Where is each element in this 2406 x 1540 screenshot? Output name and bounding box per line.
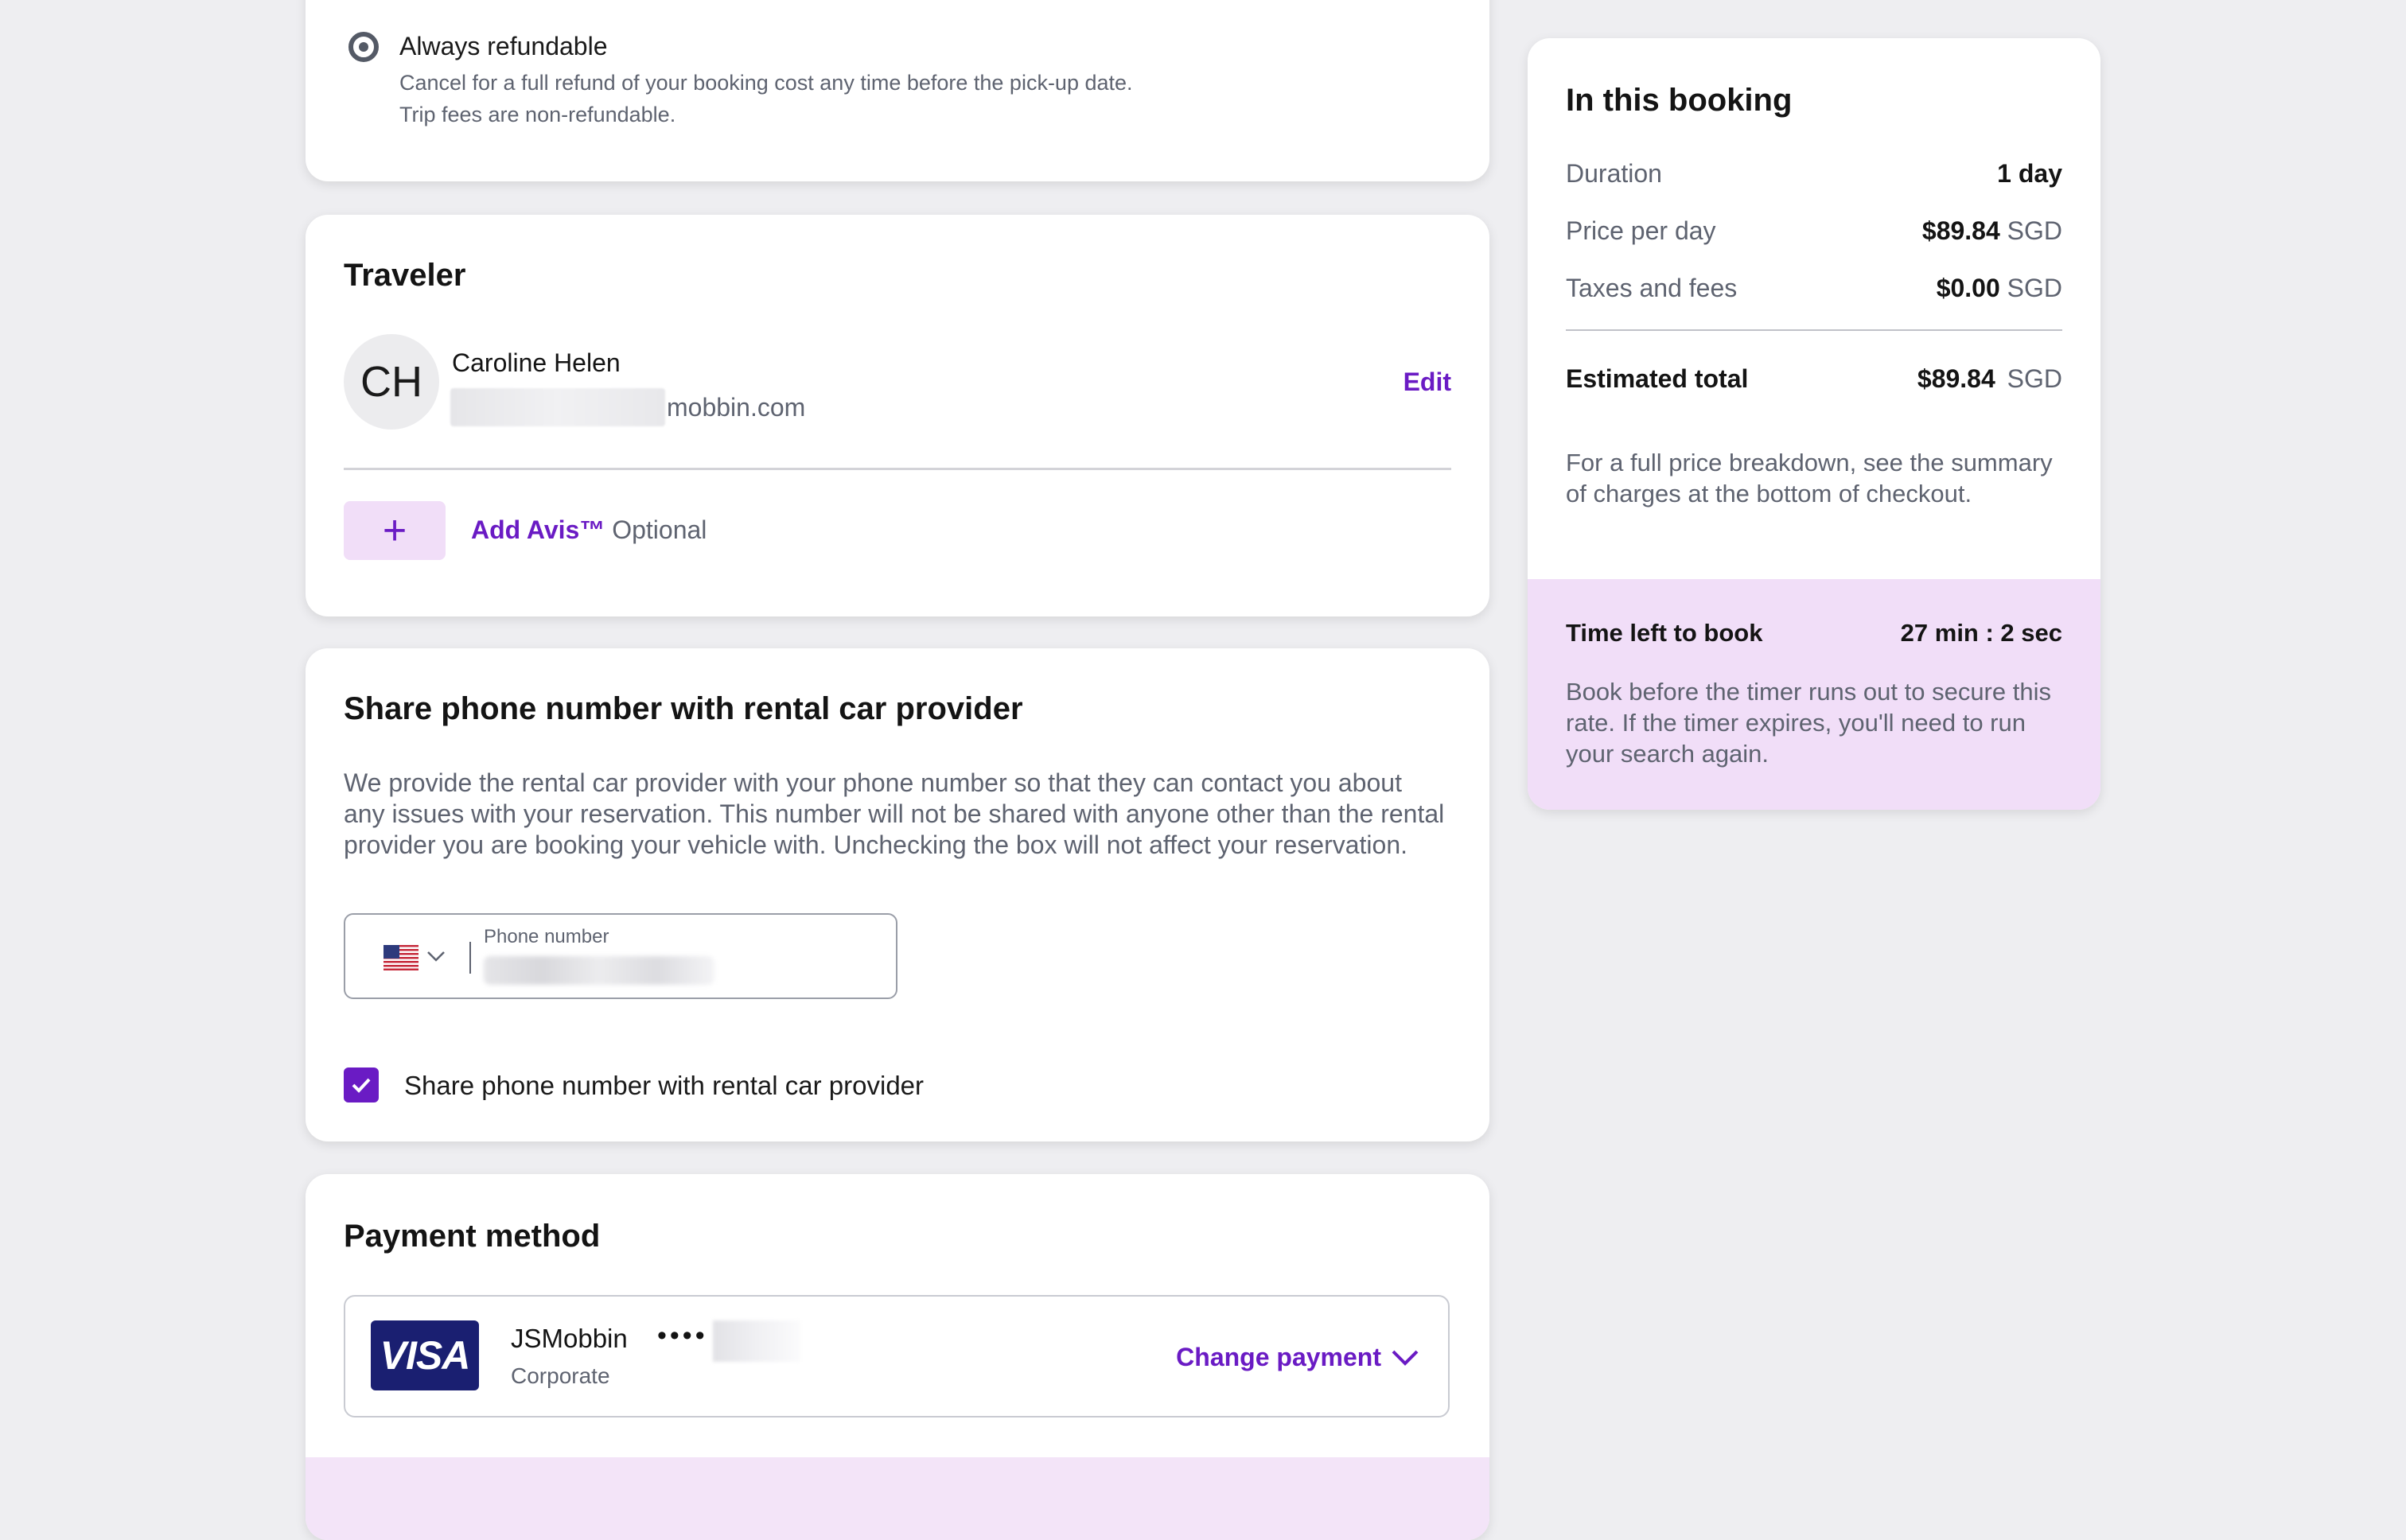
currency-code: SGD — [2007, 216, 2062, 245]
summary-row-total — [1566, 364, 2062, 394]
plus-icon: + — [382, 508, 407, 554]
refund-option-card — [306, 0, 1489, 181]
share-phone-checkbox-label[interactable]: Share phone number with rental car provider — [404, 1071, 925, 1100]
share-phone-checkbox[interactable] — [344, 1068, 379, 1102]
traveler-card — [306, 215, 1489, 616]
payment-title: Payment method — [344, 1219, 601, 1254]
chevron-down-icon[interactable] — [425, 945, 447, 967]
summary-divider — [1566, 329, 2062, 331]
refund-line-1: Cancel for a full refund of your booking cost any time before the pick-up date. — [399, 71, 1133, 95]
timer-row — [1566, 619, 2062, 648]
phone-number-label: Phone number — [484, 926, 609, 947]
redacted-phone-number — [484, 956, 714, 985]
timer-value: 27 min : 2 sec — [1900, 619, 2062, 647]
chevron-down-icon — [1391, 1348, 1419, 1367]
currency-code: SGD — [2007, 274, 2062, 302]
phone-number-field[interactable] — [344, 913, 897, 999]
summary-row-duration — [1566, 159, 2062, 189]
summary-title: In this booking — [1566, 83, 1793, 118]
booking-summary-card — [1528, 38, 2100, 810]
traveler-title: Traveler — [344, 258, 466, 293]
payment-method-card — [306, 1174, 1489, 1540]
selected-payment[interactable] — [344, 1295, 1450, 1418]
share-phone-card — [306, 648, 1489, 1141]
visa-logo-icon: VISA — [371, 1320, 479, 1390]
refundable-radio[interactable] — [348, 32, 379, 62]
summary-row-label: Price per day — [1566, 216, 1716, 245]
traveler-divider — [344, 468, 1451, 470]
total-label: Estimated total — [1566, 364, 1749, 393]
total-value-group — [1917, 364, 2062, 394]
summary-row-price-per-day — [1566, 216, 2062, 246]
summary-row-value — [1997, 159, 2062, 189]
card-holder-name: JSMobbin — [511, 1324, 628, 1353]
card-type: Corporate — [511, 1363, 610, 1388]
summary-row-value — [1922, 216, 2062, 246]
redacted-email-user — [450, 388, 665, 426]
taxes-value: $0.00 — [1936, 274, 2000, 302]
card-number-masked: •••• — [657, 1320, 708, 1351]
add-loyalty-text: Add Avis™ — [471, 515, 605, 544]
change-payment-label: Change payment — [1176, 1343, 1381, 1371]
us-flag-icon[interactable] — [383, 945, 419, 970]
share-phone-description: We provide the rental car provider with your phone number so that they can contact you about any issues with your reservation. This number will not be shared with anyone other than the rental provider you are booking your vehicle with. Unchecking the box will not affect your reservation. — [344, 768, 1445, 859]
add-loyalty-button[interactable] — [344, 501, 446, 560]
timer-label: Time left to book — [1566, 619, 1763, 647]
duration-value: 1 day — [1997, 159, 2062, 188]
timer-note: Book before the timer runs out to secure this rate. If the timer expires, you'll need to run your search again. — [1566, 678, 2051, 768]
price-per-day-value: $89.84 — [1921, 216, 2000, 245]
summary-row-label: Taxes and fees — [1566, 274, 1738, 302]
optional-text: Optional — [612, 515, 707, 544]
share-phone-title: Share phone number with rental car provider — [344, 691, 1023, 726]
booking-timer — [1528, 579, 2100, 810]
refund-line-2: Trip fees are non-refundable. — [399, 103, 676, 126]
redacted-card-digits — [713, 1320, 800, 1362]
edit-traveler-button[interactable]: Edit — [1403, 368, 1451, 396]
summary-row-label: Duration — [1566, 159, 1662, 188]
summary-row-taxes — [1566, 274, 2062, 303]
traveler-email — [450, 387, 805, 428]
total-value: $89.84 — [1917, 364, 1995, 393]
refund-description — [399, 67, 1354, 130]
refund-title: Always refundable — [399, 32, 608, 60]
payment-footer-banner — [306, 1457, 1489, 1540]
summary-row-value — [1937, 274, 2062, 303]
change-payment-button[interactable] — [1176, 1343, 1419, 1372]
price-breakdown-note: For a full price breakdown, see the summary of charges at the bottom of checkout. — [1566, 449, 2053, 508]
checkmark-icon — [349, 1073, 373, 1097]
avatar: CH — [344, 334, 439, 430]
traveler-email-domain: mobbin.com — [667, 392, 806, 422]
traveler-name: Caroline Helen — [452, 348, 621, 377]
field-separator — [469, 942, 471, 974]
currency-code: SGD — [2007, 364, 2062, 393]
add-loyalty-label[interactable] — [471, 515, 707, 545]
